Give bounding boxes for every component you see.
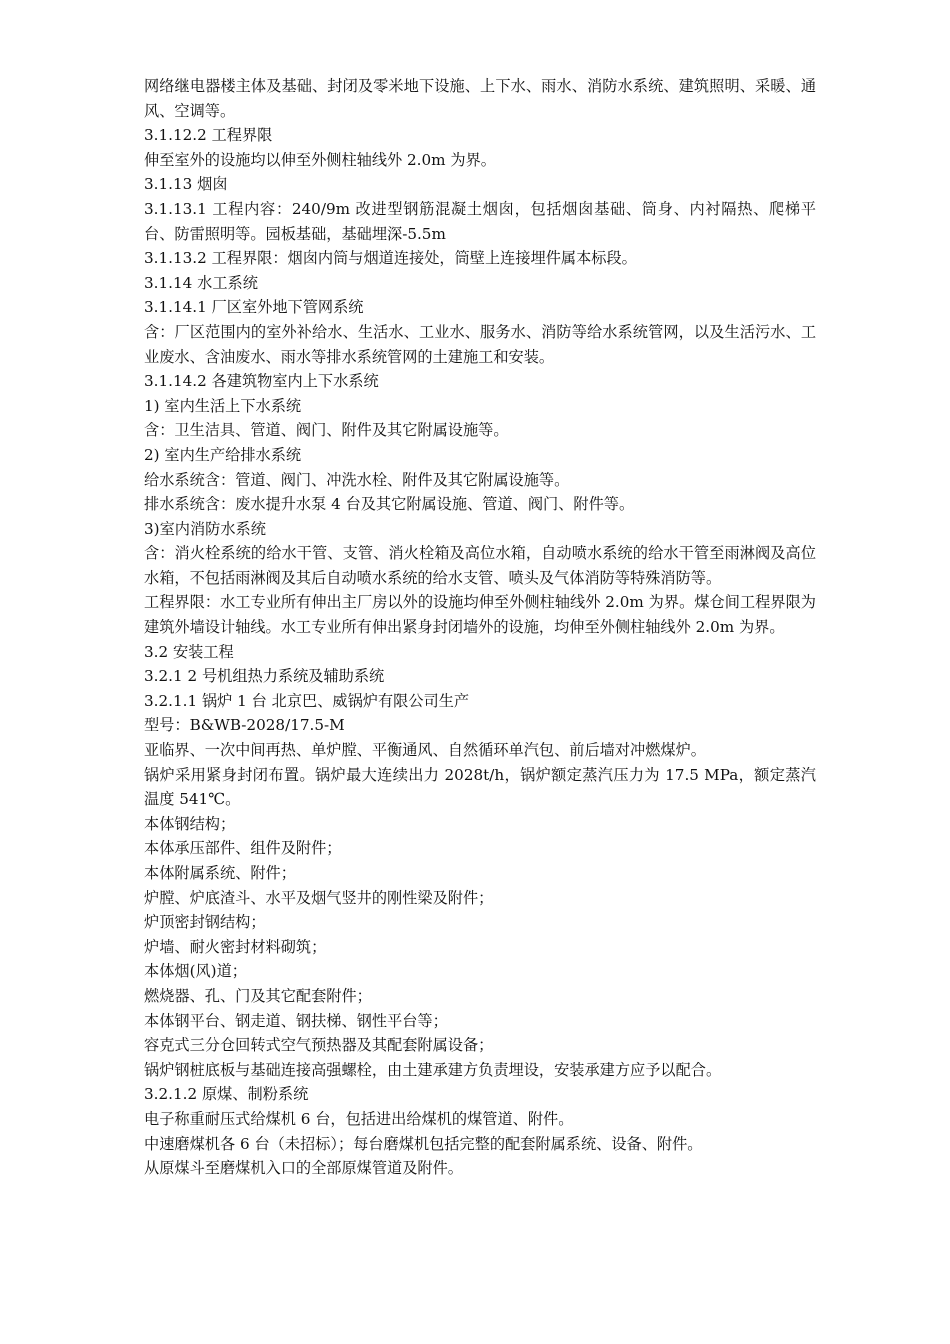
heading-3-2-1: 3.2.1 2 号机组热力系统及辅助系统 [144, 667, 385, 686]
paragraph-outdoor-pipe-network: 含：厂区范围内的室外补给水、生活水、工业水、服务水、消防等给水系统管网，以及生活污水、工业废水、含油废水、雨水等排水系统管网的土建施工和安装。 [144, 322, 816, 366]
paragraph-raw-coal-pipes: 从原煤斗至磨煤机入口的全部原煤管道及附件。 [144, 1159, 463, 1178]
document-page [144, 74, 816, 1181]
paragraph-chimney-content: 3.1.13.1 工程内容：240/9m 改进型钢筋混凝土烟囱，包括烟囱基础、筒身、内衬隔热、爬梯平台、防雷照明等。园板基础，基础埋深-5.5m [144, 199, 816, 243]
heading-3-1-12-2: 3.1.12.2 工程界限 [144, 126, 273, 145]
list-item-2: 2) 室内生产给排水系统 [144, 445, 302, 464]
heading-3-1-14: 3.1.14 水工系统 [144, 273, 258, 292]
paragraph-boiler-type: 亚临界、一次中间再热、单炉膛、平衡通风、自然循环单汽包、前后墙对冲燃煤炉。 [144, 741, 706, 760]
paragraph-building-scope: 网络继电器楼主体及基础、封闭及零米地下设施、上下水、雨水、消防水系统、建筑照明、采暖、通风、空调等。 [144, 77, 816, 120]
paragraph-anchor-bolts: 锅炉钢桩底板与基础连接高强螺栓，由土建承建方负责埋设，安装承建方应予以配合。 [144, 1060, 722, 1079]
paragraph-boundary: 伸至室外的设施均以伸至外侧柱轴线外 2.0m 为界。 [144, 150, 496, 169]
paragraph-model: 型号：B&WB-2028/17.5-M [144, 716, 345, 735]
list-item-roof-seal: 炉顶密封钢结构； [144, 913, 266, 932]
list-item-flue-duct: 本体烟(风)道； [144, 962, 247, 981]
heading-3-2-1-1: 3.2.1.1 锅炉 1 台 北京巴、威锅炉有限公司生产 [144, 691, 470, 710]
paragraph-water-supply: 给水系统含：管道、阀门、冲洗水栓、附件及其它附属设施等。 [144, 470, 570, 489]
list-item-air-preheater: 容克式三分仓回转式空气预热器及其配套附属设备； [144, 1036, 494, 1055]
paragraph-coal-mills: 中速磨煤机各 6 台（未招标）；每台磨煤机包括完整的配套附属系统、设备、附件。 [144, 1134, 703, 1153]
heading-3-1-13: 3.1.13 烟囱 [144, 175, 228, 194]
heading-3-1-14-1: 3.1.14.1 厂区室外地下管网系统 [144, 298, 364, 317]
list-item-1: 1) 室内生活上下水系统 [144, 396, 302, 415]
paragraph-sanitary: 含：卫生洁具、管道、阀门、附件及其它附属设施等。 [144, 421, 509, 440]
list-item-burners: 燃烧器、孔、门及其它配套附件； [144, 986, 372, 1005]
heading-3-1-14-2: 3.1.14.2 各建筑物室内上下水系统 [144, 372, 379, 391]
paragraph-boiler-specs: 锅炉采用紧身封闭布置。锅炉最大连续出力 2028t/h，锅炉额定蒸汽压力为 17.5 MPa，额定蒸汽温度 541℃。 [144, 765, 816, 809]
list-item-auxiliary-systems: 本体附属系统、附件； [144, 864, 296, 882]
paragraph-hydraulic-boundary: 工程界限：水工专业所有伸出主厂房以外的设施均伸至外侧柱轴线外 2.0m 为界。煤仓间工程界限为建筑外墙设计轴线。水工专业所有伸出紧身封闭墙外的设施，均伸至外侧柱轴线外 2.0m 为界。 [144, 593, 816, 637]
paragraph-chimney-boundary: 3.1.13.2 工程界限：烟囱内筒与烟道连接处，筒壁上连接埋件属本标段。 [144, 249, 637, 268]
list-item-platforms: 本体钢平台、钢走道、钢扶梯、钢性平台等； [144, 1011, 448, 1030]
heading-3-2: 3.2 安装工程 [144, 642, 234, 661]
list-item-3: 3)室内消防水系统 [144, 519, 266, 538]
list-item-rigid-beams: 炉膛、炉底渣斗、水平及烟气竖井的刚性梁及附件； [144, 888, 494, 907]
paragraph-fire-water: 含：消火栓系统的给水干管、支管、消火栓箱及高位水箱，自动喷水系统的给水干管至雨淋阀及高位水箱，不包括雨淋阀及其后自动喷水系统的给水支管、喷头及气体消防等特殊消防等。 [144, 544, 816, 587]
list-item-pressure-parts: 本体承压部件、组件及附件； [144, 839, 342, 858]
list-item-furnace-wall: 炉墙、耐火密封材料砌筑； [144, 937, 327, 956]
list-item-steel-structure: 本体钢结构； [144, 814, 236, 833]
paragraph-coal-feeders: 电子称重耐压式给煤机 6 台，包括进出给煤机的煤管道、附件。 [144, 1109, 574, 1128]
paragraph-drainage: 排水系统含：废水提升水泵 4 台及其它附属设施、管道、阀门、附件等。 [144, 495, 635, 514]
heading-3-2-1-2: 3.2.1.2 原煤、制粉系统 [144, 1085, 309, 1104]
